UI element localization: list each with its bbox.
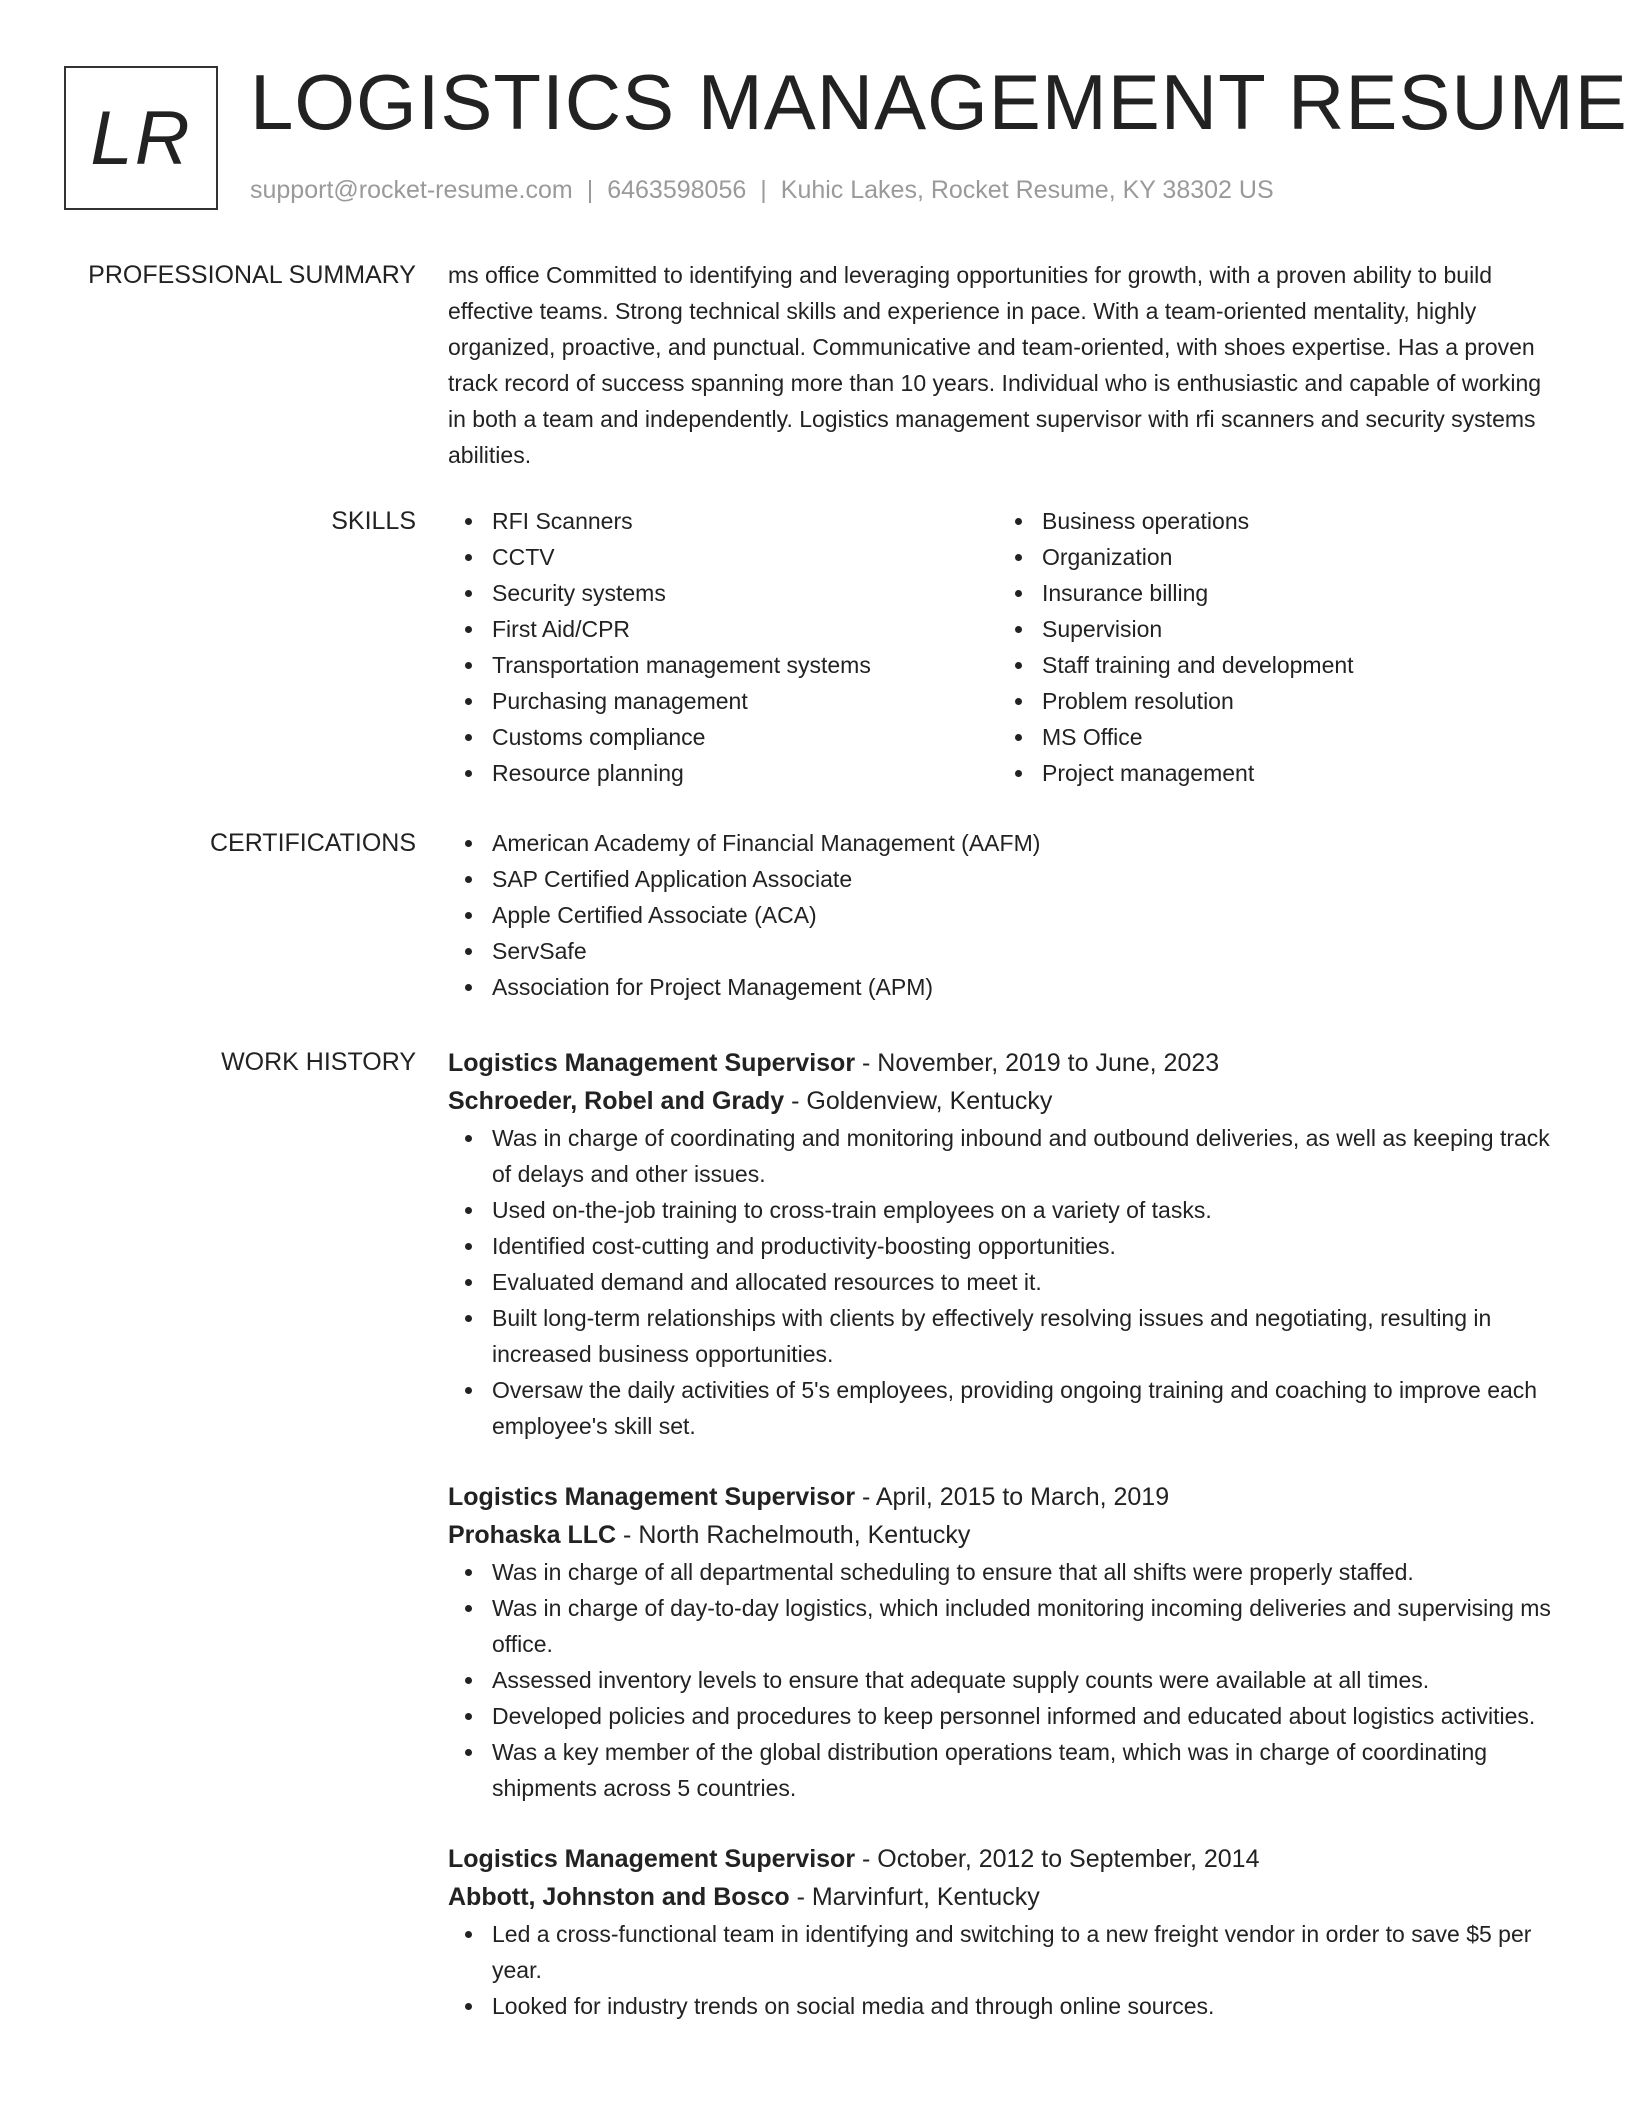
job-title-line: [448, 1478, 1562, 1516]
job-title-line: [448, 1840, 1562, 1878]
list-item: Resource planning: [448, 755, 998, 791]
list-item: Staff training and development: [998, 647, 1548, 683]
list-item: Security systems: [448, 575, 998, 611]
skills-list-left: [448, 503, 998, 791]
contact-email[interactable]: support@rocket-resume.com: [250, 176, 573, 204]
monogram-logo: LR: [64, 66, 218, 210]
contact-separator: |: [760, 176, 767, 204]
job-company-line: [448, 1082, 1562, 1120]
page-title: LOGISTICS MANAGEMENT RESUME: [250, 58, 1628, 146]
list-item: Built long-term relationships with clients by effectively resolving issues and negotiating, resulting in increased business opportunities.: [448, 1300, 1562, 1372]
job-bullets: [448, 1554, 1562, 1806]
list-item: Problem resolution: [998, 683, 1548, 719]
list-item: Insurance billing: [998, 575, 1548, 611]
job-location: - North Rachelmouth, Kentucky: [616, 1521, 971, 1549]
list-item: American Academy of Financial Management (AAFM): [448, 825, 1562, 861]
summary-body: [448, 257, 1562, 473]
section-label-work-history: WORK HISTORY: [221, 1048, 416, 1076]
list-item: Was in charge of coordinating and monitoring inbound and outbound deliveries, as well as keeping track of delays and other issues.: [448, 1120, 1562, 1192]
contact-separator: |: [586, 176, 594, 204]
list-item: Project management: [998, 755, 1548, 791]
job-bullets: [448, 1120, 1562, 1444]
job-entry: [448, 1044, 1562, 1444]
list-item: SAP Certified Application Associate: [448, 861, 1562, 897]
certifications-body: [448, 825, 1562, 1005]
job-company-line: [448, 1516, 1562, 1554]
job-dates: - April, 2015 to March, 2019: [855, 1483, 1170, 1511]
list-item: Used on-the-job training to cross-train employees on a variety of tasks.: [448, 1192, 1562, 1228]
job-company: Abbott, Johnston and Bosco: [448, 1883, 790, 1911]
job-company: Schroeder, Robel and Grady: [448, 1087, 785, 1115]
job-title-line: [448, 1044, 1562, 1082]
list-item: RFI Scanners: [448, 503, 998, 539]
job-dates: - October, 2012 to September, 2014: [855, 1845, 1260, 1873]
job-entry: [448, 1840, 1562, 2024]
list-item: Looked for industry trends on social media and through online sources.: [448, 1988, 1562, 2024]
list-item: Purchasing management: [448, 683, 998, 719]
list-item: Identified cost-cutting and productivity-boosting opportunities.: [448, 1228, 1562, 1264]
list-item: Apple Certified Associate (ACA): [448, 897, 1562, 933]
list-item: Was in charge of day-to-day logistics, which included monitoring incoming deliveries and supervising ms office.: [448, 1590, 1562, 1662]
contact-line: [250, 174, 1274, 206]
list-item: Led a cross-functional team in identifying and switching to a new freight vendor in order to save $5 per year.: [448, 1916, 1562, 1988]
list-item: CCTV: [448, 539, 998, 575]
list-item: Assessed inventory levels to ensure that adequate supply counts were available at all times.: [448, 1662, 1562, 1698]
list-item: Association for Project Management (APM): [448, 969, 1562, 1005]
section-label-summary: PROFESSIONAL SUMMARY: [88, 261, 416, 289]
job-bullets: [448, 1916, 1562, 2024]
job-entry: [448, 1478, 1562, 1806]
list-item: ServSafe: [448, 933, 1562, 969]
section-label-skills: SKILLS: [331, 507, 416, 535]
list-item: Transportation management systems: [448, 647, 998, 683]
skills-list-right: [998, 503, 1548, 791]
list-item: Was in charge of all departmental scheduling to ensure that all shifts were properly staffed.: [448, 1554, 1562, 1590]
list-item: First Aid/CPR: [448, 611, 998, 647]
section-label-certifications: CERTIFICATIONS: [209, 829, 416, 857]
summary-text: ms office Committed to identifying and leveraging opportunities for growth, with a proven ability to build effective teams. Strong technical skills and experience in pace. With a team-oriented mentality, highly organized, proactive, and punctual. Communicative and team-oriented, with shoes expertise. Has a proven track record of success spanning more than 10 years. Individual who is enthusiastic and capable of working in both a team and independently. Logistics management supervisor with rfi scanners and security systems abilities.: [448, 262, 1542, 468]
list-item: Organization: [998, 539, 1548, 575]
job-title: Logistics Management Supervisor: [448, 1845, 856, 1873]
contact-phone[interactable]: 6463598056: [607, 176, 747, 204]
skills-body: [448, 503, 1562, 791]
work-history-body: [448, 1044, 1562, 2024]
list-item: MS Office: [998, 719, 1548, 755]
list-item: Oversaw the daily activities of 5's employees, providing ongoing training and coaching to improve each employee's skill set.: [448, 1372, 1562, 1444]
job-title: Logistics Management Supervisor: [448, 1049, 856, 1077]
list-item: Business operations: [998, 503, 1548, 539]
job-company-line: [448, 1878, 1562, 1916]
job-dates: - November, 2019 to June, 2023: [855, 1049, 1220, 1077]
list-item: Developed policies and procedures to keep personnel informed and educated about logistics activities.: [448, 1698, 1562, 1734]
list-item: Customs compliance: [448, 719, 998, 755]
job-location: - Goldenview, Kentucky: [784, 1087, 1053, 1115]
list-item: Was a key member of the global distribution operations team, which was in charge of coordinating shipments across 5 countries.: [448, 1734, 1562, 1806]
list-item: Supervision: [998, 611, 1548, 647]
list-item: Evaluated demand and allocated resources to meet it.: [448, 1264, 1562, 1300]
certifications-list: [448, 825, 1562, 1005]
contact-address: Kuhic Lakes, Rocket Resume, KY 38302 US: [780, 176, 1274, 204]
job-location: - Marvinfurt, Kentucky: [789, 1883, 1040, 1911]
job-company: Prohaska LLC: [448, 1521, 617, 1549]
job-title: Logistics Management Supervisor: [448, 1483, 856, 1511]
